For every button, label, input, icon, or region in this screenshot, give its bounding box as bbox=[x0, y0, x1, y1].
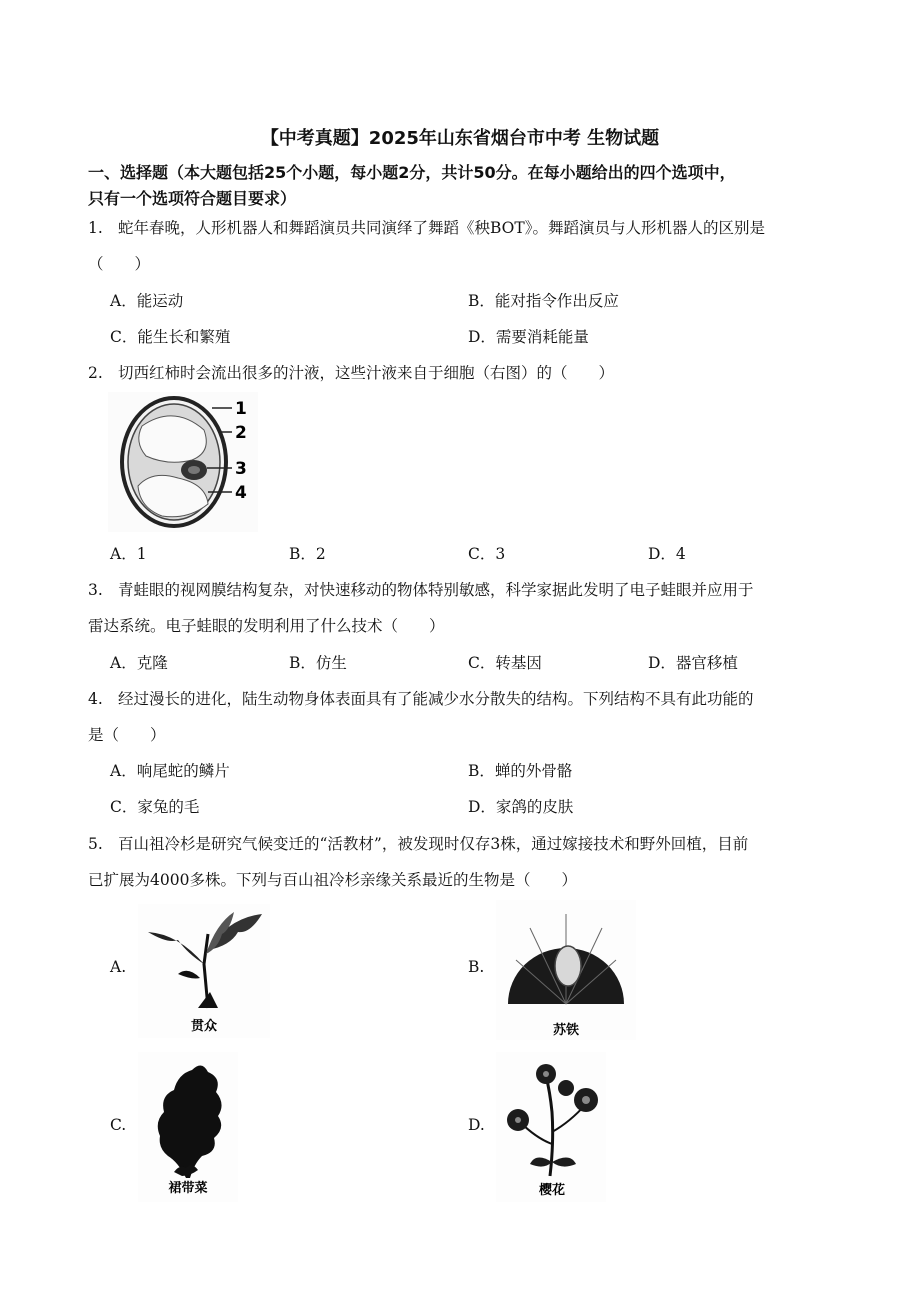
cell-label-4: 4 bbox=[235, 483, 247, 503]
q5-stem-line-2: 已扩展为4000多株。下列与百山祖冷杉亲缘关系最近的生物是（ ） bbox=[88, 871, 577, 889]
seaweed-image[interactable] bbox=[138, 1052, 238, 1202]
q5-option-c[interactable]: C. bbox=[110, 1116, 127, 1134]
q2-option-a[interactable]: A．1 bbox=[110, 545, 147, 563]
fern-caption: 贯众 bbox=[190, 1019, 218, 1034]
q1-stem-line-2: （ ） bbox=[88, 255, 151, 273]
q5-stem-line-1: 5. 百山祖冷杉是研究气候变迁的“活教材”，被发现时仅存3株，通过嫁接技术和野外回植，目前 bbox=[88, 835, 749, 853]
q2-stem: 2. 切西红柿时会流出很多的汁液，这些汁液来自于细胞（右图）的（ ） bbox=[88, 364, 615, 382]
section-heading bbox=[88, 160, 848, 212]
q5-option-a[interactable]: A. bbox=[110, 958, 127, 976]
q3-number: 3. bbox=[88, 581, 103, 599]
cell-label-1: 1 bbox=[235, 399, 247, 419]
q2-option-d[interactable]: D．4 bbox=[648, 545, 686, 563]
q4-option-c[interactable]: C．家兔的毛 bbox=[110, 798, 200, 816]
section-line-2: 只有一个选项符合题目要求） bbox=[88, 189, 297, 208]
q4-option-b[interactable]: B．蝉的外骨骼 bbox=[468, 762, 573, 780]
page-title: 【中考真题】2025年山东省烟台市中考 生物试题 bbox=[260, 128, 660, 149]
q3-stem-line-1: 3. 青蛙眼的视网膜结构复杂，对快速移动的物体特别敏感，科学家据此发明了电子蛙眼并应用于 bbox=[88, 581, 754, 599]
q1-option-d[interactable]: D．需要消耗能量 bbox=[468, 328, 589, 346]
cell-label-2: 2 bbox=[235, 423, 247, 443]
seaweed-caption: 裙带菜 bbox=[168, 1181, 208, 1196]
cycad-image[interactable] bbox=[496, 900, 636, 1040]
q2-option-b[interactable]: B．2 bbox=[289, 545, 326, 563]
plant-cell-diagram bbox=[108, 392, 258, 532]
cherry-blossom-caption: 樱花 bbox=[538, 1183, 566, 1198]
q4-option-a[interactable]: A．响尾蛇的鳞片 bbox=[110, 762, 230, 780]
q1-option-a[interactable]: A．能运动 bbox=[110, 292, 184, 310]
section-line-1: 一、选择题（本大题包括25个小题，每小题2分，共计50分。在每小题给出的四个选项中， bbox=[88, 163, 736, 182]
q3-stem-line-2: 雷达系统。电子蛙眼的发明利用了什么技术（ ） bbox=[88, 617, 445, 635]
cell-label-3: 3 bbox=[235, 459, 247, 479]
q3-option-a[interactable]: A．克隆 bbox=[110, 654, 168, 672]
q4-option-d[interactable]: D．家鸽的皮肤 bbox=[468, 798, 574, 816]
q4-stem-line-1: 4. 经过漫长的进化，陆生动物身体表面具有了能减少水分散失的结构。下列结构不具有此功能的 bbox=[88, 690, 754, 708]
q3-option-c[interactable]: C．转基因 bbox=[468, 654, 542, 672]
q3-option-b[interactable]: B．仿生 bbox=[289, 654, 347, 672]
q1-option-b[interactable]: B．能对指令作出反应 bbox=[468, 292, 619, 310]
q5-option-b[interactable]: B. bbox=[468, 958, 485, 976]
q1-option-c[interactable]: C．能生长和繁殖 bbox=[110, 328, 231, 346]
q4-stem-line-2: 是（ ） bbox=[88, 726, 166, 744]
fern-image[interactable] bbox=[138, 904, 270, 1038]
q5-number: 5. bbox=[88, 835, 103, 853]
q4-number: 4. bbox=[88, 690, 103, 708]
q2-option-c[interactable]: C．3 bbox=[468, 545, 506, 563]
cycad-caption: 苏铁 bbox=[552, 1023, 580, 1038]
q5-option-d[interactable]: D. bbox=[468, 1116, 485, 1134]
q3-option-d[interactable]: D．器官移植 bbox=[648, 654, 738, 672]
q2-number: 2. bbox=[88, 364, 103, 382]
q1-stem-line-1: 1. 蛇年春晚，人形机器人和舞蹈演员共同演绎了舞蹈《秧BOT》。舞蹈演员与人形机器人的区别是 bbox=[88, 219, 765, 237]
q1-number: 1. bbox=[88, 219, 103, 237]
cherry-blossom-image[interactable] bbox=[496, 1052, 606, 1202]
